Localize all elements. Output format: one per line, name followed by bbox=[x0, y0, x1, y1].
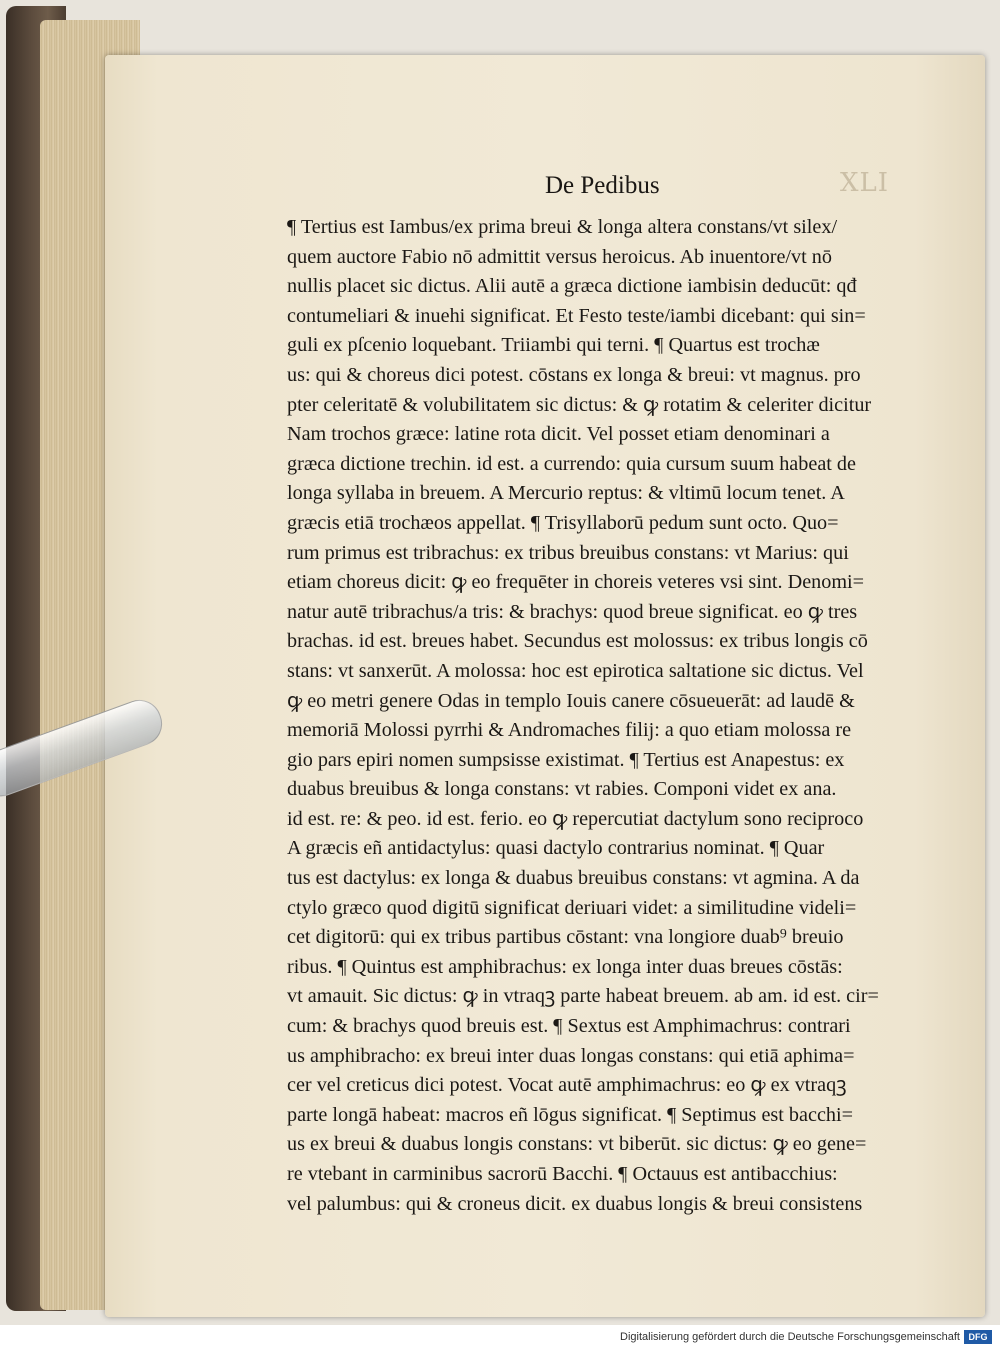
body-text bbox=[287, 213, 922, 1219]
text-line: quem auctore Fabio nō admittit versus heroicus. Ab inuentore/vt nō bbox=[287, 245, 832, 268]
text-line: A græcis eñ antidactylus: quasi dactylo contrarius nominat. ¶ Quar bbox=[287, 837, 825, 860]
text-line: contumeliari & inuehi significat. Et Festo teste/iambi dicebant: qui sin= bbox=[287, 304, 866, 327]
text-line: græcis etiā trochæos appellat. ¶ Trisyllaborū pedum sunt octo. Quo= bbox=[287, 511, 839, 534]
text-line: stans: vt sanxerūt. A molossa: hoc est epirotica saltatione sic dictus. Vel bbox=[287, 659, 864, 682]
text-line: gio pars epiri nomen sumpsisse existimat. ¶ Tertius est Anapestus: ex bbox=[287, 748, 845, 771]
text-line: ¶ Tertius est Iambus/ex prima breui & longa altera constans/vt silex/ bbox=[287, 216, 838, 238]
running-head: De Pedibus bbox=[545, 172, 660, 199]
text-line: Nam trochos græce: latine rota dicit. Vel posset etiam denominari a bbox=[287, 423, 830, 446]
footer-bar bbox=[0, 1325, 1000, 1350]
text-line: pter celeritatē & volubilitatem sic dictus: & ꝙ rotatim & celeriter dicitur bbox=[287, 393, 872, 416]
text-line: duabus breuibus & longa constans: vt rabies. Componi videt ex ana. bbox=[287, 778, 837, 801]
footer-credit: Digitalisierung gefördert durch die Deutsche Forschungsgemeinschaft bbox=[620, 1331, 960, 1343]
text-line: us: qui & choreus dici potest. cōstans ex longa & breui: vt magnus. pro bbox=[287, 363, 861, 386]
text-line: cet digitorū: qui ex tribus partibus cōstant: vna longiore duab⁹ breuio bbox=[287, 926, 844, 949]
text-line: us ex breui & duabus longis constans: vt biberūt. sic dictus: ꝙ eo gene= bbox=[287, 1133, 867, 1156]
text-line: ꝙ eo metri genere Odas in templo Iouis canere cōsueuerāt: ad laudē & bbox=[287, 689, 855, 712]
text-line: longa syllaba in breuem. A Mercurio reptus: & vltimū locum tenet. A bbox=[287, 482, 845, 505]
text-line: ctylo græco quod digitū significat deriuari videt: a similitudine videli= bbox=[287, 896, 857, 919]
text-line: rum primus est tribrachus: ex tribus breuibus constans: vt Marius: qui bbox=[287, 541, 849, 564]
dfg-logo: DFG bbox=[964, 1330, 992, 1344]
text-line: tus est dactylus: ex longa & duabus breuibus constans: vt agmina. A da bbox=[287, 867, 860, 890]
text-line: parte longā habeat: macros eñ lōgus significat. ¶ Septimus est bacchi= bbox=[287, 1103, 853, 1126]
text-line: cum: & brachys quod breuis est. ¶ Sextus est Amphimachrus: contrari bbox=[287, 1015, 851, 1038]
text-line: etiam choreus dicit: ꝙ eo frequēter in choreis veteres vsi sint. Denomi= bbox=[287, 571, 865, 594]
text-line: vt amauit. Sic dictus: ꝙ in vtraqꝫ parte habeat breuem. ab am. id est. cir= bbox=[287, 985, 879, 1008]
text-line: nullis placet sic dictus. Alii autē a græca dictione iambisin deducūt: qđ bbox=[287, 275, 857, 298]
text-line: vel palumbus: qui & croneus dicit. ex duabus longis & breui consistens bbox=[287, 1192, 863, 1215]
text-line: memoriā Molossi pyrrhi & Andromaches filij: a quo etiam molossa re bbox=[287, 719, 852, 742]
text-line: ribus. ¶ Quintus est amphibrachus: ex longa inter duas breues cōstās: bbox=[287, 955, 843, 978]
text-line: græca dictione trechin. id est. a currendo: quia cursum suum habeat de bbox=[287, 452, 856, 475]
text-line: guli ex pſcenio loquebant. Triiambi qui terni. ¶ Quartus est trochæ bbox=[287, 334, 820, 357]
text-line: cer vel creticus dici potest. Vocat autē amphimachrus: eo ꝙ ex vtraqꝫ bbox=[287, 1074, 847, 1097]
text-line: re vtebant in carminibus sacrorū Bacchi. ¶ Octauus est antibacchius: bbox=[287, 1163, 838, 1185]
text-line: us amphibracho: ex breui inter duas longas constans: qui etiā aphima= bbox=[287, 1044, 855, 1067]
text-line: id est. re: & peo. id est. ferio. eo ꝙ repercutiat dactylum sono reciproco bbox=[287, 807, 864, 830]
bleed-through-text: XLI bbox=[840, 168, 890, 198]
text-line: natur autē tribrachus/a tris: & brachys: quod breue significat. eo ꝙ tres bbox=[287, 600, 858, 623]
text-line: brachas. id est. breues habet. Secundus est molossus: ex tribus longis cō bbox=[287, 630, 868, 653]
